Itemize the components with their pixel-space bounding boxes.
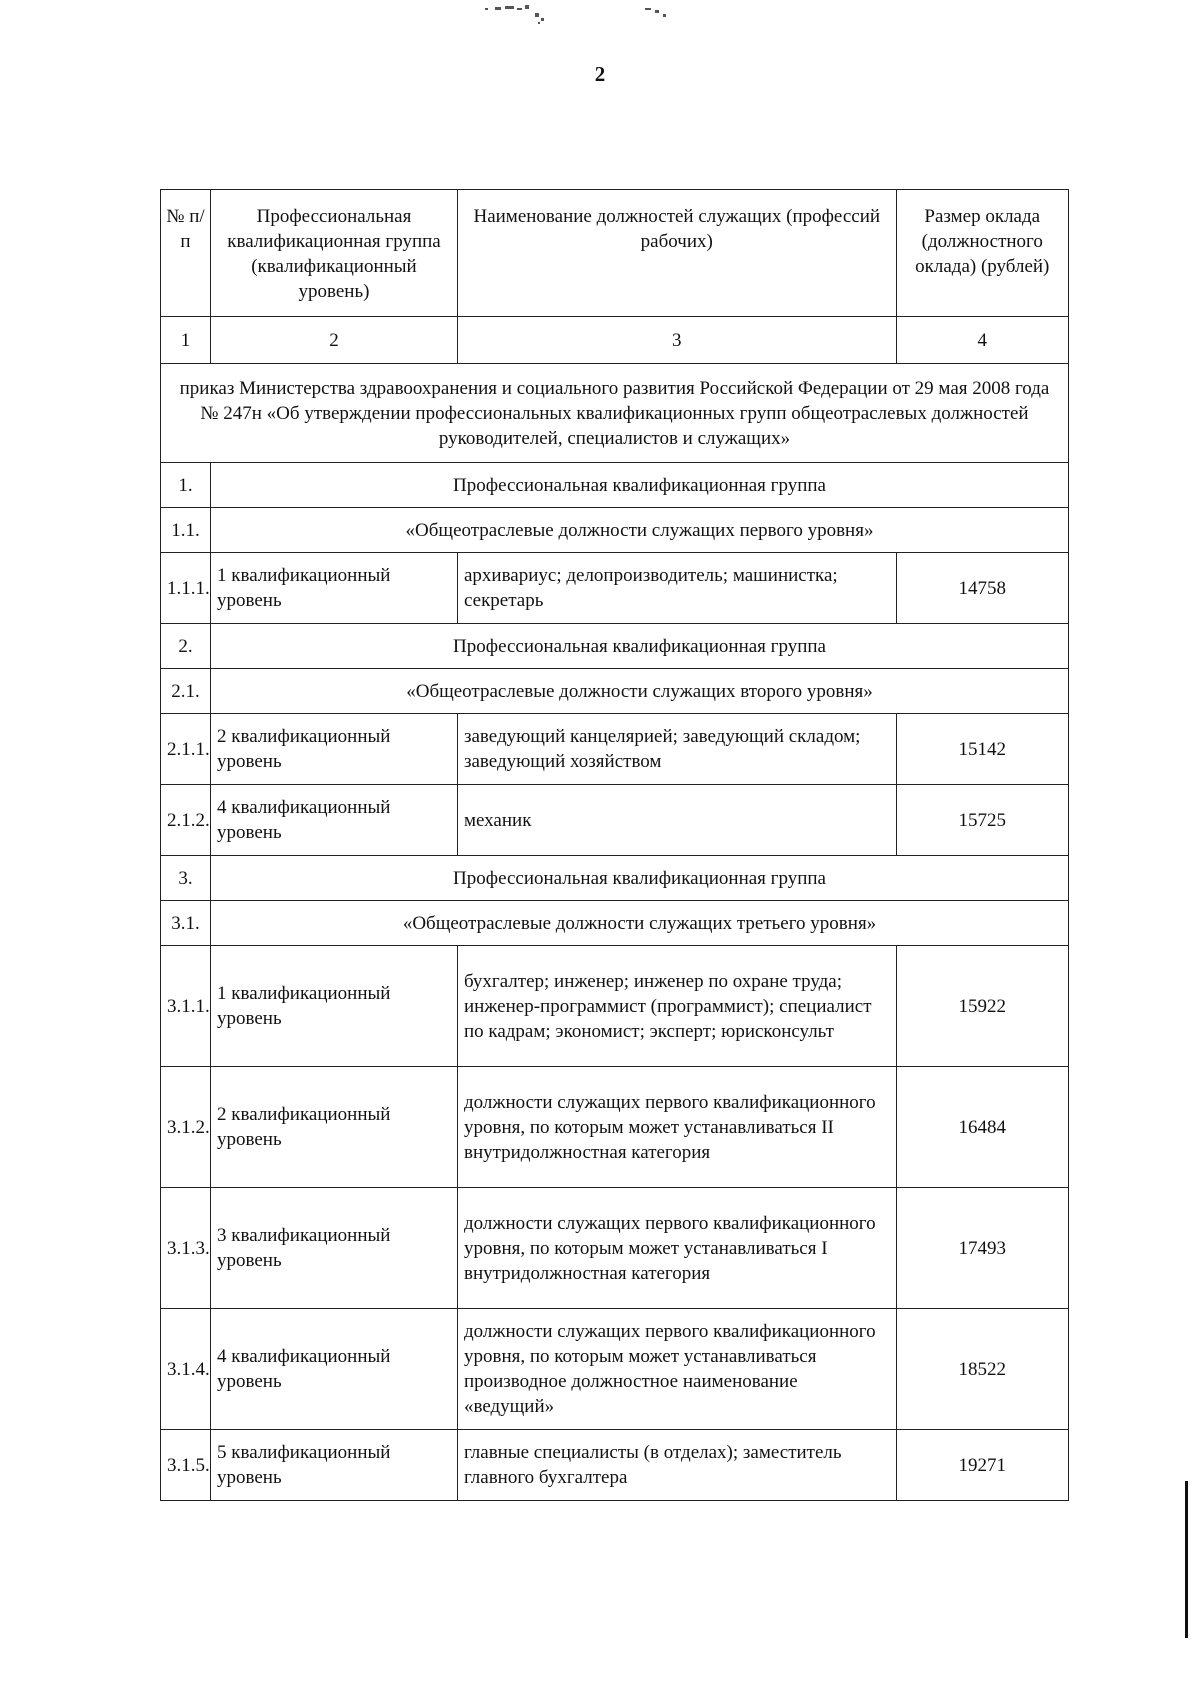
group-number: 2. <box>161 624 211 669</box>
qualification-level: 5 квалификационный уровень <box>211 1430 458 1501</box>
order-reference: приказ Министерства здравоохранения и социального развития Российской Федерации от 29 мая 2008 года № 247н «Об утверждении профессиональных квалификационных групп общеотраслевых должностей руководителей, специалистов и служащих» <box>161 364 1069 463</box>
position-titles: должности служащих первого квалификационного уровня, по которым может устанавливаться II внутридолжностная категория <box>457 1067 896 1188</box>
salary-table <box>160 189 1069 1501</box>
header-title: Наименование должностей служащих (профессий рабочих) <box>457 190 896 317</box>
scan-artifact <box>475 4 715 44</box>
column-index-row <box>161 317 1069 364</box>
group-label: Профессиональная квалификационная группа <box>211 463 1069 508</box>
margin-mark <box>1185 1481 1188 1638</box>
row-number: 3.1.1. <box>161 946 211 1067</box>
column-index: 2 <box>211 317 458 364</box>
group-row <box>161 856 1069 901</box>
group-number: 3. <box>161 856 211 901</box>
column-index: 4 <box>896 317 1068 364</box>
qualification-level: 3 квалификационный уровень <box>211 1188 458 1309</box>
position-titles: должности служащих первого квалификационного уровня, по которым может устанавливаться I внутридолжностная категория <box>457 1188 896 1309</box>
salary-amount: 15142 <box>896 714 1068 785</box>
group-label: Профессиональная квалификационная группа <box>211 856 1069 901</box>
table-row <box>161 946 1069 1067</box>
subgroup-label: «Общеотраслевые должности служащих второго уровня» <box>211 669 1069 714</box>
group-label: Профессиональная квалификационная группа <box>211 624 1069 669</box>
page-number: 2 <box>594 62 606 86</box>
table-row <box>161 714 1069 785</box>
salary-amount: 14758 <box>896 553 1068 624</box>
qualification-level: 1 квалификационный уровень <box>211 553 458 624</box>
header-num: № п/п <box>161 190 211 317</box>
subgroup-number: 2.1. <box>161 669 211 714</box>
column-index: 1 <box>161 317 211 364</box>
table-row <box>161 1309 1069 1430</box>
subgroup-row <box>161 508 1069 553</box>
group-row <box>161 624 1069 669</box>
table-row <box>161 553 1069 624</box>
position-titles: заведующий канцелярией; заведующий складом; заведующий хозяйством <box>457 714 896 785</box>
salary-amount: 19271 <box>896 1430 1068 1501</box>
salary-amount: 15725 <box>896 785 1068 856</box>
salary-amount: 18522 <box>896 1309 1068 1430</box>
position-titles: архивариус; делопроизводитель; машинистка; секретарь <box>457 553 896 624</box>
row-number: 2.1.2. <box>161 785 211 856</box>
position-titles: механик <box>457 785 896 856</box>
row-number: 3.1.4. <box>161 1309 211 1430</box>
subgroup-row <box>161 669 1069 714</box>
group-row <box>161 463 1069 508</box>
header-salary: Размер оклада (должностного оклада) (рублей) <box>896 190 1068 317</box>
subgroup-row <box>161 901 1069 946</box>
salary-amount: 15922 <box>896 946 1068 1067</box>
position-titles: бухгалтер; инженер; инженер по охране труда; инженер-программист (программист); специалист по кадрам; экономист; эксперт; юрисконсульт <box>457 946 896 1067</box>
salary-amount: 17493 <box>896 1188 1068 1309</box>
table-row <box>161 1188 1069 1309</box>
salary-amount: 16484 <box>896 1067 1068 1188</box>
column-index: 3 <box>457 317 896 364</box>
subgroup-number: 1.1. <box>161 508 211 553</box>
header-group: Профессиональная квалификационная группа (квалификационный уровень) <box>211 190 458 317</box>
row-number: 3.1.5. <box>161 1430 211 1501</box>
subgroup-number: 3.1. <box>161 901 211 946</box>
row-number: 3.1.2. <box>161 1067 211 1188</box>
qualification-level: 4 квалификационный уровень <box>211 785 458 856</box>
table-row <box>161 785 1069 856</box>
header-row <box>161 190 1069 317</box>
row-number: 3.1.3. <box>161 1188 211 1309</box>
order-row <box>161 364 1069 463</box>
row-number: 2.1.1. <box>161 714 211 785</box>
table-row <box>161 1067 1069 1188</box>
qualification-level: 1 квалификационный уровень <box>211 946 458 1067</box>
group-number: 1. <box>161 463 211 508</box>
table-row <box>161 1430 1069 1501</box>
subgroup-label: «Общеотраслевые должности служащих третьего уровня» <box>211 901 1069 946</box>
qualification-level: 2 квалификационный уровень <box>211 1067 458 1188</box>
subgroup-label: «Общеотраслевые должности служащих первого уровня» <box>211 508 1069 553</box>
qualification-level: 2 квалификационный уровень <box>211 714 458 785</box>
position-titles: главные специалисты (в отделах); заместитель главного бухгалтера <box>457 1430 896 1501</box>
position-titles: должности служащих первого квалификационного уровня, по которым может устанавливаться производное должностное наименование «ведущий» <box>457 1309 896 1430</box>
qualification-level: 4 квалификационный уровень <box>211 1309 458 1430</box>
row-number: 1.1.1. <box>161 553 211 624</box>
